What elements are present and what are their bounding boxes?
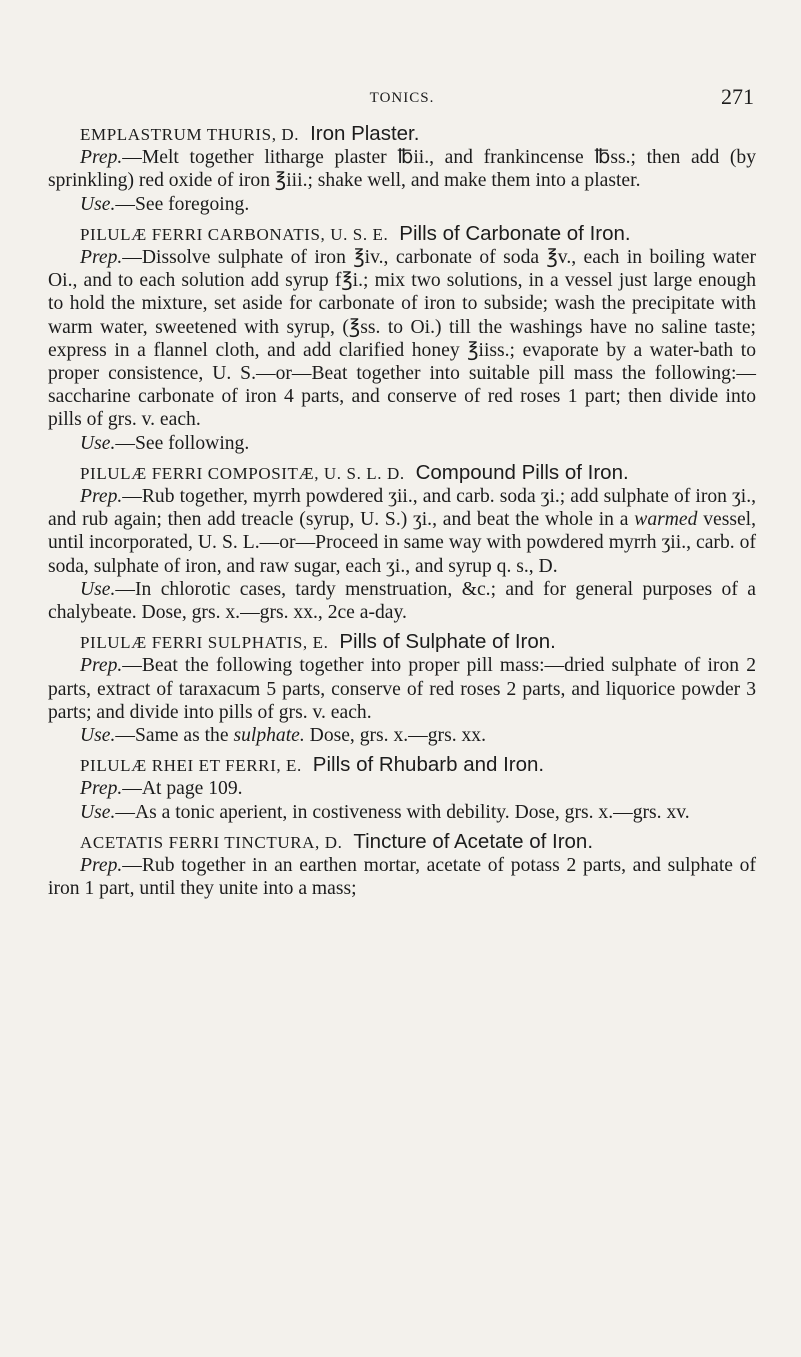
entry-heading xyxy=(48,753,756,777)
entry-heading xyxy=(48,222,756,246)
english-title: Pills of Rhubarb and Iron. xyxy=(312,753,545,777)
english-title: Tincture of Acetate of Iron. xyxy=(353,829,594,853)
prep-paragraph xyxy=(48,146,756,192)
entry-heading xyxy=(48,122,756,146)
latin-title: PILULÆ FERRI CARBONATIS, U. S. E. xyxy=(80,224,389,244)
prep-text: —Rub together, myrrh powdered ʒii., and carb. soda ʒi.; add sulphate of iron ʒi., and rub again; then add treacle (syrup, U. S.) ʒi., and beat the whole in a xyxy=(48,486,756,531)
use-label: Use. xyxy=(80,193,116,215)
use-label: Use. xyxy=(80,725,116,747)
use-text: —See following. xyxy=(115,432,250,454)
latin-title: PILULÆ RHEI ET FERRI, E. xyxy=(80,756,302,776)
prep-emphasis: warmed xyxy=(634,509,698,531)
english-title: Compound Pills of Iron. xyxy=(415,460,629,484)
prep-text: —Melt together litharge plaster ℔ii., and frankincense ℔ss.; then add (by sprinkling) red oxide of iron ℥iii.; shake well, and make them into a plaster. xyxy=(48,147,756,192)
prep-text: —At page 109. xyxy=(122,778,243,800)
use-label: Use. xyxy=(80,432,116,454)
entry-pills-sulphate-iron xyxy=(48,630,756,747)
prep-text: —Dissolve sulphate of iron ℥iv., carbonate of soda ℥v., each in boiling water Oi., and to each solution add syrup f℥i.; mix two solutions, in a vessel just large enough to hold the mixture, set aside for carbonate of iron to subside; wash the precipitate with warm water, sweetened with syrup, (℥ss. to Oi.) till the washings have no saline taste; express in a flannel cloth, and add clarified honey ℥iiss.; evaporate by a water-bath to proper consistence, U. S.—or—Beat together into suitable pill mass the following:—saccharine carbonate of iron 4 parts, and conserve of red roses 1 part; then divide into pills of grs. v. each. xyxy=(48,247,756,431)
prep-paragraph xyxy=(48,654,756,724)
use-paragraph xyxy=(48,801,756,824)
entry-heading xyxy=(48,630,756,654)
latin-title: PILULÆ FERRI SULPHATIS, E. xyxy=(80,633,329,653)
use-label: Use. xyxy=(80,578,116,600)
use-paragraph xyxy=(48,432,756,455)
english-title: Iron Plaster. xyxy=(310,122,420,145)
use-text: —As a tonic aperient, in costiveness with debility. Dose, grs. x.—grs. xv. xyxy=(115,801,690,823)
page-number: 271 xyxy=(721,84,754,109)
english-title: Pills of Carbonate of Iron. xyxy=(399,221,631,245)
entry-tincture-acetate-iron xyxy=(48,830,756,901)
entry-iron-plaster xyxy=(48,122,756,216)
prep-paragraph xyxy=(48,485,756,578)
prep-text: —Beat the following together into proper pill mass:—dried sulphate of iron 2 parts, extract of taraxacum 5 parts, conserve of red roses 2 parts, and liquorice powder 3 parts; and divide into pills of grs. v. each. xyxy=(48,655,756,723)
prep-paragraph xyxy=(48,777,756,800)
prep-paragraph xyxy=(48,854,756,900)
running-head xyxy=(48,84,756,114)
body-text xyxy=(48,122,756,907)
entry-pills-rhubarb-iron xyxy=(48,753,756,824)
prep-paragraph xyxy=(48,246,756,432)
prep-label: Prep. xyxy=(80,486,123,508)
prep-label: Prep. xyxy=(80,778,123,800)
use-text: —In chlorotic cases, tardy menstruation, &c.; and for general purposes of a chalybeate. Dose, grs. x.—grs. xx., 2ce a-day. xyxy=(48,578,756,624)
prep-label: Prep. xyxy=(80,247,123,269)
book-page xyxy=(48,0,756,1357)
latin-title: EMPLASTRUM THURIS, D. xyxy=(80,125,300,144)
running-title: TONICS. xyxy=(369,90,435,106)
use-text: —See foregoing. xyxy=(115,193,250,215)
use-text-before: —Same as the xyxy=(115,725,234,747)
latin-title: ACETATIS FERRI TINCTURA, D. xyxy=(80,832,343,852)
prep-text: —Rub together in an earthen mortar, acetate of potass 2 parts, and sulphate of iron 1 part, until they unite into a mass; xyxy=(48,855,756,900)
entry-heading xyxy=(48,461,756,485)
latin-title: PILULÆ FERRI COMPOSITÆ, U. S. L. D. xyxy=(80,463,405,483)
prep-label: Prep. xyxy=(80,147,123,169)
use-label: Use. xyxy=(80,801,116,823)
prep-label: Prep. xyxy=(80,655,123,677)
english-title: Pills of Sulphate of Iron. xyxy=(339,630,556,654)
prep-label: Prep. xyxy=(80,855,123,877)
use-text: Dose, grs. x.—grs. xx. xyxy=(304,725,486,747)
entry-pills-carbonate-iron xyxy=(48,222,756,455)
prep-text-after: vessel, until incorporated, U. S. L.—or—Proceed in same way with powdered myrrh ʒii., carb. of soda, sulphate of iron, and raw sugar, each ʒi., and syrup q. s., D. xyxy=(48,509,756,577)
use-paragraph xyxy=(48,724,756,747)
use-paragraph xyxy=(48,578,756,624)
entry-compound-pills-iron xyxy=(48,461,756,624)
entry-heading xyxy=(48,830,756,854)
use-paragraph xyxy=(48,193,756,216)
use-emphasis: sulphate. xyxy=(233,725,305,747)
